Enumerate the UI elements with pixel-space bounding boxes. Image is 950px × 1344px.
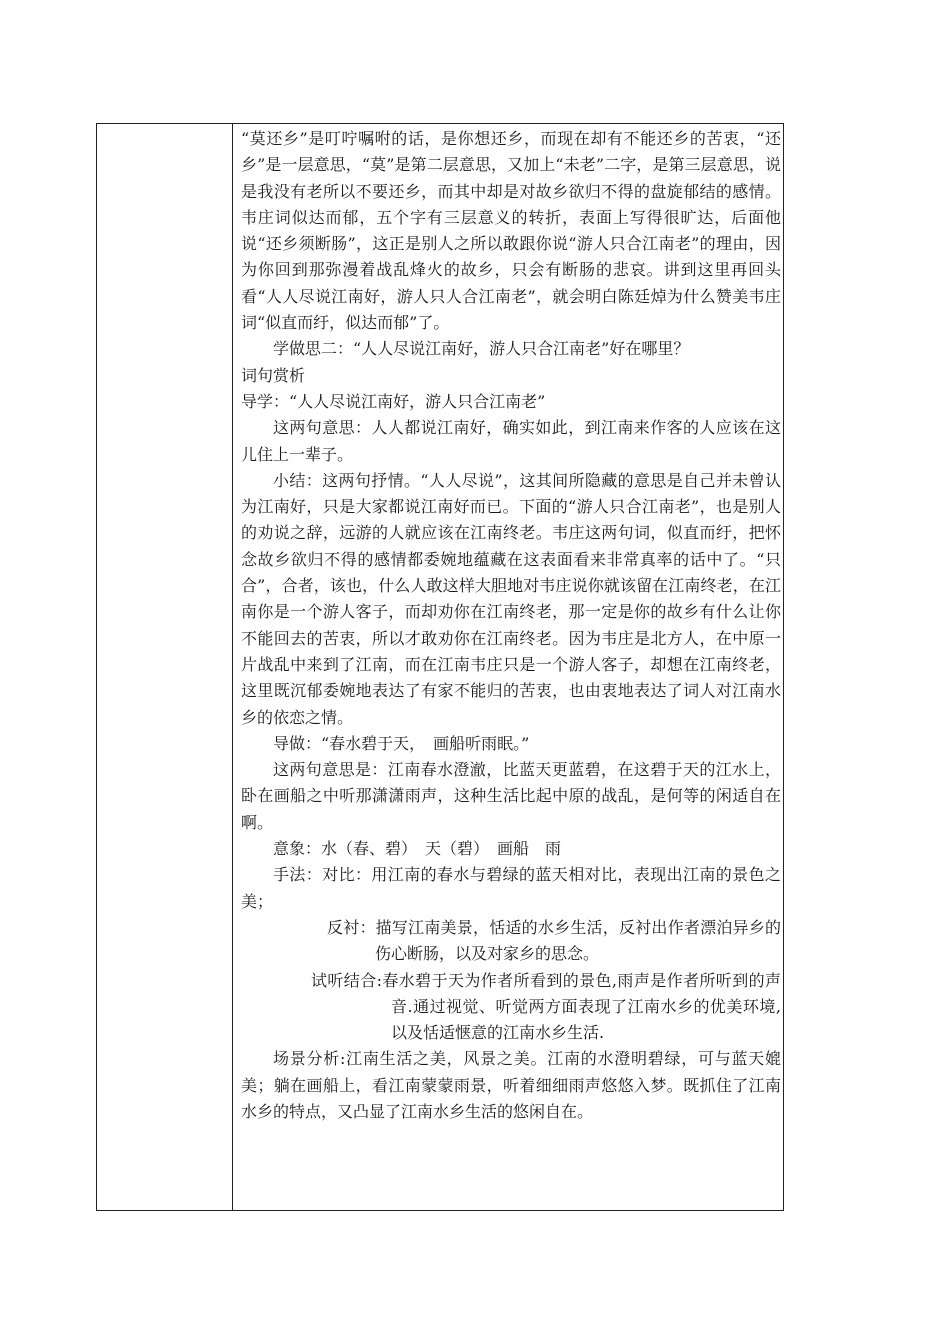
audiovisual-note: 试听结合:春水碧于天为作者所看到的景色,雨声是作者所听到的声音.通过视觉、听觉两方面表现了江南水乡的优美环境,以及恬适惬意的江南水乡生活. [311,970,781,1043]
summary-paragraph: 小结：这两句抒情。“人人尽说”，这其间所隐藏的意思是自己并未曾认为江南好，只是大家都说江南好而已。下面的“游人只合江南老”，也是别人的劝说之辞，远游的人就应该在江南终老。韦庄这两句词，似直而纡，把怀念故乡欲归不得的感情都委婉地蕴藏在这表面看来非常真率的话中了。“只合”，合者，该也，什么人敢这样大胆地对韦庄说你就该留在江南终老，在江南你是一个游人客子，而却劝你在江南终老，那一定是你的故乡有什么让你不能回去的苦衷，所以才敢劝你在江南终老。因为韦庄是北方人，在中原一片战乱中来到了江南，而在江南韦庄只是一个游人客子，却想在江南终老，这里既沉郁委婉地表达了有家不能归的苦衷，也由衷地表达了词人对江南水乡的依恋之情。 [241,470,781,727]
lesson-table [96,123,784,1211]
meaning-paragraph-two: 这两句意思是：江南春水澄澈，比蓝天更蓝碧，在这碧于天的江水上，卧在画船之中听那潇潇雨声，这种生活比起中原的战乱，是何等的闲适自在啊。 [241,760,781,832]
scene-analysis-paragraph: 场景分析:江南生活之美，风景之美。江南的水澄明碧绿，可与蓝天媲美；躺在画船上，看江南蒙蒙雨景，听着细细雨声悠悠入梦。既抓住了江南水乡的特点，又凸显了江南水乡生活的悠闲自在。 [241,1049,781,1121]
section-heading-appreciation: 词句赏析 [241,365,306,385]
technique-line: 手法：对比：用江南的春水与碧绿的蓝天相对比，表现出江南的景色之美； [241,865,781,911]
guided-study-line: 导学：“人人尽说江南好，游人只合江南老” [241,391,546,411]
guided-practice-line: 导做：“春水碧于天， 画船听雨眠。” [273,733,530,753]
right-column-cell [233,124,783,1210]
study-question-two: 学做思二：“人人尽说江南好，游人只合江南老”好在哪里？ [273,339,690,359]
contrast-note: 反衬：描写江南美景，恬适的水乡生活，反衬出作者漂泊异乡的伤心断肠，以及对家乡的思念。 [327,917,781,964]
paragraph-mo-huanxiang: “莫还乡”是叮咛嘱咐的话，是你想还乡，而现在却有不能还乡的苦衷，“还乡”是一层意思，“莫”是第二层意思，又加上“未老”二字，是第三层意思，说是我没有老所以不要还乡，而其中却是对故乡欲归不得的盘旋郁结的感情。韦庄词似达而郁，五个字有三层意义的转折，表面上写得很旷达，后面他说“还乡须断肠”，这正是别人之所以敢跟你说“游人只合江南老”的理由，因为你回到那弥漫着战乱烽火的故乡，只会有断肠的悲哀。讲到这里再回头看“人人尽说江南好，游人只人合江南老”，就会明白陈廷焯为什么赞美韦庄词“似直而纡，似达而郁”了。 [241,129,781,333]
imagery-line: 意象：水（春、碧） 天（碧） 画船 雨 [273,839,562,859]
meaning-paragraph-one: 这两句意思：人人都说江南好，确实如此，到江南来作客的人应该在这儿住上一辈子。 [241,418,781,464]
left-column-cell [97,124,233,1210]
lesson-text [241,126,781,1125]
